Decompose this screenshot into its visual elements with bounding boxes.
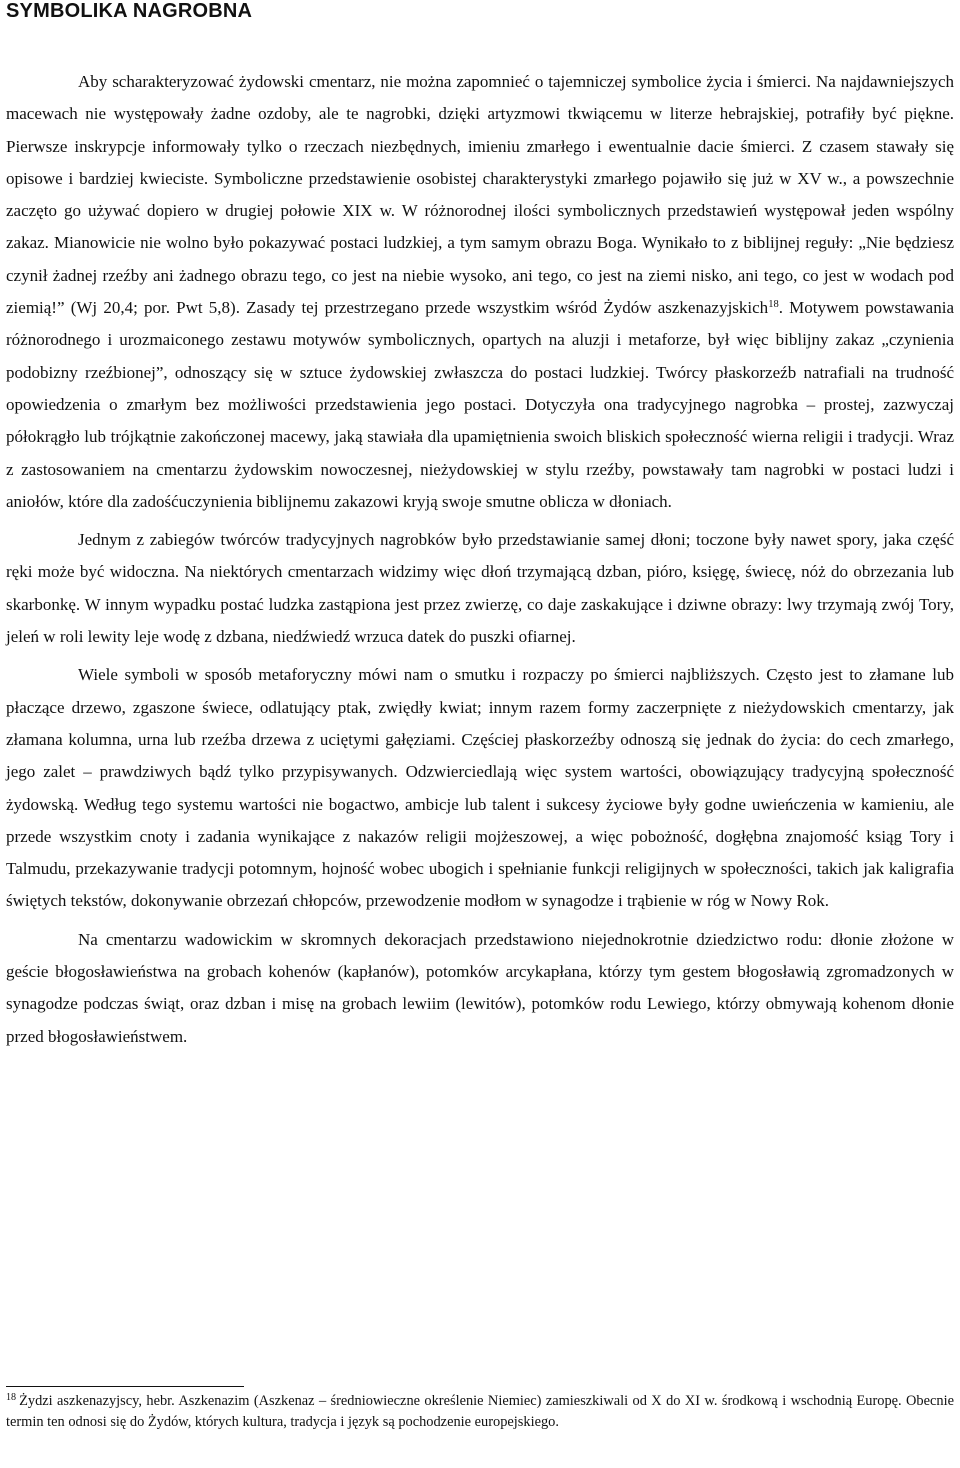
paragraph — [6, 66, 954, 518]
paragraph-text: . Motywem powstawania różnorodnego i urozmaiconego zestawu motywów symbolicznych, opartych na aluzji i metaforze, był więc biblijny zakaz „czynienia podobizny rzeźbionej”, odnoszący się w sztuce żydowskiej zwłaszcza do postaci ludzkiej. Twórcy płaskorzeźb natrafiali na trudność opowiedzenia o zmarłym bez możliwości przedstawienia jego postaci. Dotyczyła ona tradycyjnego nagrobka – prostej, zazwyczaj półokrągło lub trójkątnie zakończonej macewy, jaką stawiała dla upamiętnienia swoich bliskich społeczność wierna religii i tradycji. Wraz z zastosowaniem na cmentarzu żydowskim nowoczesnej, nieżydowskiej w stylu rzeźby, powstawały tam nagrobki w postaci ludzi i aniołów, które dla zadośćuczynienia biblijnemu zakazowi kryją swoje smutne oblicza w dłoniach. — [6, 298, 954, 511]
footnote — [6, 1392, 954, 1432]
footnote-number: 18 — [6, 1391, 17, 1403]
paragraph-text: Aby scharakteryzować żydowski cmentarz, nie można zapomnieć o tajemniczej symbolice życia i śmierci. Na najdawniejszych macewach nie występowały żadne ozdoby, ale te nagrobki, dzięki artyzmowi tkwiącemu w literze hebrajskiej, potrafiły być piękne. Pierwsze inskrypcje informowały tylko o rzeczach niezbędnych, imieniu zmarłego i ewentualnie dacie śmierci. Z czasem stawały się opisowe i bardziej kwieciste. Symboliczne przedstawienie osobistej charakterystyki zmarłego pojawiło się już w XV w., a powszechnie zaczęto go używać dopiero w drugiej połowie XIX w. W różnorodnej ilości symbolicznych przedstawień występował jeden wspólny zakaz. Mianowicie nie wolno było pokazywać postaci ludzkiej, a tym samym obrazu Boga. Wynikało to z biblijnej reguły: „Nie będziesz czynił żadnej rzeźby ani żadnego obrazu tego, co jest na niebie wysoko, ani tego, co jest na ziemi nisko, ani tego, co jest w wodach pod ziemią!” (Wj 20,4; por. Pwt 5,8). Zasady tej przestrzegano przede wszystkim wśród Żydów aszkenazyjskich — [6, 72, 954, 318]
footnote-reference[interactable]: 18 — [768, 299, 779, 311]
document-body — [6, 66, 954, 1053]
paragraph: Wiele symboli w sposób metaforyczny mówi nam o smutku i rozpaczy po śmierci najbliższych. Często jest to złamane lub płaczące drzewo, zgaszone świece, odlatujący ptak, zwiędły kwiat; innym razem formy zaczerpnięte z nieżydowskich cmentarzy, jak złamana kolumna, urna lub rzeźba drzewa z uciętymi gałęziami. Częściej płaskorzeźby odnoszą się jednak do życia: do cech zmarłego, jego zalet – prawdziwych bądź tylko przypisywanych. Odzwierciedlają więc system wartości, obowiązujący tradycyjną społeczność żydowską. Według tego systemu wartości nie bogactwo, ambicje lub talent i sukcesy życiowe były godne uwieńczenia w kamieniu, ale przede wszystkim cnoty i zadania wynikające z nakazów religii mojżeszowej, a więc pobożność, dogłębna znajomość ksiąg Tory i Talmudu, przekazywanie tradycji potomnym, hojność wobec ubogich i spełnianie funkcji religijnych w społeczności, takich jak kaligrafia świętych tekstów, dokonywanie obrzezań chłopców, przewodzenie modłom w synagodze i trąbienie w róg w Nowy Rok. — [6, 665, 954, 911]
footnote-divider — [6, 1386, 244, 1387]
paragraph: Na cmentarzu wadowickim w skromnych dekoracjach przedstawiono niejednokrotnie dziedzictwo rodu: dłonie złożone w geście błogosławieństwa na grobach kohenów (kapłanów), potomków arcykapłana, którzy tym gestem błogosławią zgromadzonych w synagodze podczas świąt, oraz dzban i misę na grobach lewiim (lewitów), potomków rodu Lewiego, którzy obmywają kohenom dłonie przed błogosławieństwem. — [6, 929, 954, 1046]
paragraph: Jednym z zabiegów twórców tradycyjnych nagrobków było przedstawianie samej dłoni; toczone były nawet spory, jaka część ręki może być widoczna. Na niektórych cmentarzach widzimy więc dłoń trzymającą dzban, pióro, księgę, świecę, nóż do obrzezania lub skarbonkę. W innym wypadku postać ludzka zastąpiona jest przez zwierzę, co daje zaskakujące i dziwne obrazy: lwy trzymają zwój Tory, jeleń w roli lewity leje wodę z dzbana, niedźwiedź wrzuca datek do puszki ofiarnej. — [6, 530, 954, 647]
document-title: SYMBOLIKA NAGROBNA — [6, 0, 253, 22]
footnote-text: Żydzi aszkenazyjscy, hebr. Aszkenazim (Aszkenaz – średniowieczne określenie Niemiec) zamieszkiwali od X do XI w. środkową i wschodnią Europę. Obecnie termin ten odnosi się do Żydów, których kultura, tradycja i język są pochodzenie europejskiego. — [6, 1393, 954, 1430]
